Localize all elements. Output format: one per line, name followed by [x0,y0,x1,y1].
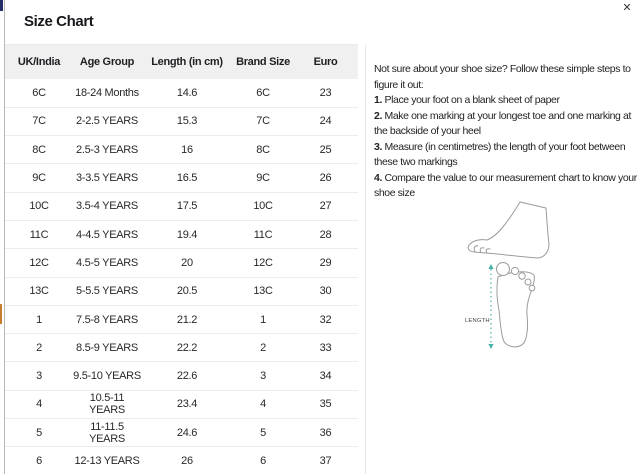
table-cell: 5 [233,419,293,447]
table-cell: 3.5-4 YEARS [73,192,141,220]
length-label: LENGTH [465,318,490,324]
table-cell: 35 [293,390,358,418]
close-icon[interactable]: ✕ [622,2,632,14]
foot-diagram-svg [445,192,565,357]
table-row [5,305,358,333]
table-cell: 2-2.5 YEARS [73,107,141,135]
table-cell: 3 [5,362,73,390]
table-cell: 2.5-3 YEARS [73,136,141,164]
table-cell: 5 [5,419,73,447]
table-cell: 7C [5,107,73,135]
table-cell: 6C [233,79,293,107]
instruction-steps [374,93,640,202]
table-cell: 2 [5,334,73,362]
table-cell: 8C [233,136,293,164]
table-cell: 6 [233,447,293,475]
panel-divider [365,45,366,474]
table-cell: 10C [5,192,73,220]
table-cell: 17.5 [141,192,233,220]
table-cell: 8C [5,136,73,164]
table-row [5,136,358,164]
table-cell: 37 [293,447,358,475]
table-cell: 6 [5,447,73,475]
table-cell: 19.4 [141,220,233,248]
table-cell: 11C [5,220,73,248]
background-page-sliver-top [0,0,3,11]
table-cell: 18-24 Months [73,79,141,107]
background-page-sliver-button [0,304,2,324]
table-row [5,192,358,220]
table-cell: 12C [233,249,293,277]
table-row [5,390,358,418]
table-cell: 9.5-10 YEARS [73,362,141,390]
table-row [5,79,358,107]
column-header-brand-size: Brand Size [233,45,293,79]
foot-measurement-figure [445,192,565,362]
table-cell: 7C [233,107,293,135]
table-cell: 27 [293,192,358,220]
table-cell: 20 [141,249,233,277]
table-cell: 33 [293,334,358,362]
table-cell: 23 [293,79,358,107]
table-cell: 8.5-9 YEARS [73,334,141,362]
table-row [5,362,358,390]
table-cell: 11-11.5 YEARS [73,419,141,447]
table-cell: 32 [293,305,358,333]
table-cell: 10.5-11 YEARS [73,390,141,418]
table-cell: 20.5 [141,277,233,305]
column-header-length: Length (in cm) [141,45,233,79]
table-cell: 15.3 [141,107,233,135]
table-row [5,107,358,135]
table-cell: 29 [293,249,358,277]
table-cell: 9C [5,164,73,192]
instruction-step: 2. Make one marking at your longest toe and one marking at the backside of your heel [374,109,631,137]
table-cell: 1 [233,305,293,333]
table-cell: 25 [293,136,358,164]
instructions-intro: Not sure about your shoe size? Follow these simple steps to figure it out: [374,63,631,91]
table-row [5,220,358,248]
table-cell: 24 [293,107,358,135]
table-cell: 11C [233,220,293,248]
length-measure-line [488,264,493,349]
table-cell: 14.6 [141,79,233,107]
table-cell: 4 [5,390,73,418]
table-cell: 26 [141,447,233,475]
table-cell: 26 [293,164,358,192]
table-cell: 10C [233,192,293,220]
table-cell: 3-3.5 YEARS [73,164,141,192]
column-header-age-group: Age Group [73,45,141,79]
table-cell: 5-5.5 YEARS [73,277,141,305]
table-row [5,447,358,475]
table-row [5,419,358,447]
column-header-uk-india: UK/India [5,45,73,79]
table-cell: 7.5-8 YEARS [73,305,141,333]
table-cell: 12-13 YEARS [73,447,141,475]
table-cell: 13C [233,277,293,305]
table-cell: 22.6 [141,362,233,390]
table-cell: 13C [5,277,73,305]
table-cell: 4-4.5 YEARS [73,220,141,248]
table-cell: 16.5 [141,164,233,192]
table-cell: 36 [293,419,358,447]
table-cell: 4 [233,390,293,418]
table-cell: 34 [293,362,358,390]
measure-instructions [374,62,640,202]
table-cell: 12C [5,249,73,277]
table-row [5,334,358,362]
table-cell: 2 [233,334,293,362]
table-cell: 30 [293,277,358,305]
footprint-illustration [497,263,535,347]
table-row [5,277,358,305]
table-cell: 22.2 [141,334,233,362]
column-header-euro: Euro [293,45,358,79]
size-chart-panel [5,0,640,474]
instruction-step: 4. Compare the value to our measurement chart to know your shoe size [374,171,637,199]
table-cell: 21.2 [141,305,233,333]
size-table [5,45,358,475]
size-table-header [5,45,358,79]
table-cell: 28 [293,220,358,248]
table-cell: 23.4 [141,390,233,418]
table-cell: 3 [233,362,293,390]
table-cell: 1 [5,305,73,333]
table-cell: 24.6 [141,419,233,447]
instruction-step: 3. Measure (in centimetres) the length of your foot between these two markings [374,140,626,168]
table-cell: 6C [5,79,73,107]
table-cell: 16 [141,136,233,164]
page-title: Size Chart [24,13,94,30]
table-cell: 9C [233,164,293,192]
table-row [5,164,358,192]
table-cell: 4.5-5 YEARS [73,249,141,277]
instruction-step: 1. Place your foot on a blank sheet of paper [374,94,560,106]
table-row [5,249,358,277]
side-foot-illustration [468,202,549,258]
